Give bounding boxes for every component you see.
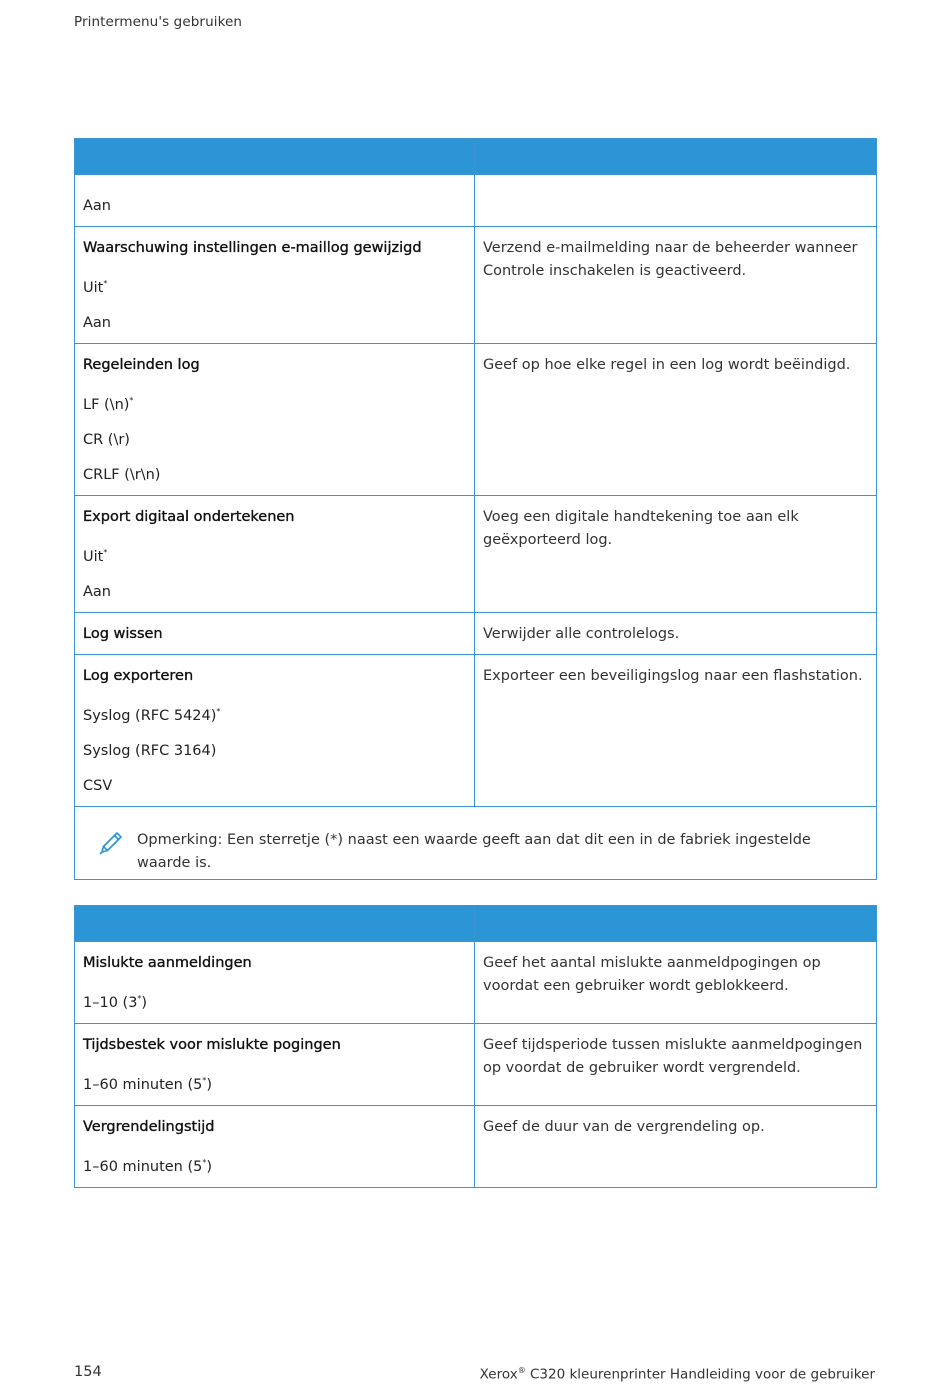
note-cell — [75, 807, 877, 880]
table-row — [75, 227, 877, 344]
menu-item-cell — [75, 655, 475, 807]
description-cell: Geef de duur van de vergrendeling op. — [475, 1106, 877, 1188]
default-marker: * — [216, 707, 221, 716]
description-cell: Geef het aantal mislukte aanmeldpogingen op voordat een gebruiker wordt geblokkeerd. — [475, 942, 877, 1024]
option-value: Syslog (RFC 5424)* — [83, 707, 221, 724]
option-value: CR (\r) — [83, 432, 130, 448]
pencil-icon — [97, 829, 125, 857]
table-row — [75, 496, 877, 613]
audit-log-settings-table — [74, 138, 877, 880]
description-cell: Geef op hoe elke regel in een log wordt beëindigd. — [475, 344, 877, 496]
menu-item-title: Export digitaal ondertekenen — [83, 509, 295, 525]
table-header-cell-menu-item — [75, 906, 475, 942]
option-value: CRLF (\r\n) — [83, 467, 161, 483]
option-value: 1–10 (3*) — [83, 994, 148, 1011]
description-cell: Verzend e-mailmelding naar de beheerder wanneer Controle inschakelen is geactiveerd. — [475, 227, 877, 344]
page-number: 154 — [74, 1364, 102, 1380]
description-cell — [475, 175, 877, 227]
table-header-row — [75, 139, 877, 175]
table-header-cell-menu-item — [75, 139, 475, 175]
table-header-cell-description — [475, 139, 877, 175]
description-cell: Voeg een digitale handtekening toe aan elk geëxporteerd log. — [475, 496, 877, 613]
option-value: Aan — [83, 584, 111, 600]
menu-item-cell — [75, 496, 475, 613]
menu-item-title: Tijdsbestek voor mislukte pogingen — [83, 1037, 341, 1053]
menu-item-title: Log exporteren — [83, 668, 194, 684]
default-marker: * — [103, 279, 108, 288]
option-value: Uit* — [83, 548, 108, 565]
description-cell: Geef tijdsperiode tussen mislukte aanmeldpogingen op voordat de gebruiker wordt vergrendeld. — [475, 1024, 877, 1106]
note — [97, 829, 868, 875]
menu-item-title: Mislukte aanmeldingen — [83, 955, 252, 971]
note-row — [75, 807, 877, 880]
menu-item-title: Log wissen — [83, 626, 163, 642]
menu-item-cell — [75, 175, 475, 227]
description-cell: Exporteer een beveiligingslog naar een flashstation. — [475, 655, 877, 807]
table-header-row — [75, 906, 877, 942]
table-row — [75, 175, 877, 227]
default-marker: * — [103, 548, 108, 557]
note-text: Opmerking: Een sterretje (*) naast een waarde geeft aan dat dit een in de fabriek ingestelde waarde is. — [137, 832, 811, 871]
running-header: Printermenu's gebruiken — [74, 14, 243, 30]
option-value: Aan — [83, 198, 111, 214]
option-value: Uit* — [83, 279, 108, 296]
menu-item-title: Waarschuwing instellingen e-maillog gewijzigd — [83, 240, 422, 256]
description-cell: Verwijder alle controlelogs. — [475, 613, 877, 655]
menu-item-cell — [75, 1024, 475, 1106]
table-row — [75, 1024, 877, 1106]
menu-item-cell — [75, 1106, 475, 1188]
default-marker: * — [129, 396, 134, 405]
login-restrictions-table — [74, 905, 877, 1188]
table-row — [75, 942, 877, 1024]
menu-item-cell — [75, 613, 475, 655]
registered-mark: ® — [517, 1366, 526, 1375]
menu-item-cell — [75, 942, 475, 1024]
option-value: 1–60 minuten (5*) — [83, 1158, 213, 1175]
table-row — [75, 344, 877, 496]
table-row — [75, 655, 877, 807]
option-value: CSV — [83, 778, 113, 794]
default-marker: * — [202, 1076, 207, 1085]
table-row — [75, 613, 877, 655]
table-row — [75, 1106, 877, 1188]
menu-item-title: Regeleinden log — [83, 357, 200, 373]
default-marker: * — [137, 994, 142, 1003]
default-marker: * — [202, 1158, 207, 1167]
document-title: Xerox® C320 kleurenprinter Handleiding voor de gebruiker — [479, 1366, 875, 1383]
option-value: Aan — [83, 315, 111, 331]
menu-item-cell — [75, 344, 475, 496]
table-header-cell-description — [475, 906, 877, 942]
option-value: Syslog (RFC 3164) — [83, 743, 217, 759]
option-value: LF (\n)* — [83, 396, 134, 413]
menu-item-cell — [75, 227, 475, 344]
menu-item-title: Vergrendelingstijd — [83, 1119, 215, 1135]
option-value: 1–60 minuten (5*) — [83, 1076, 213, 1093]
